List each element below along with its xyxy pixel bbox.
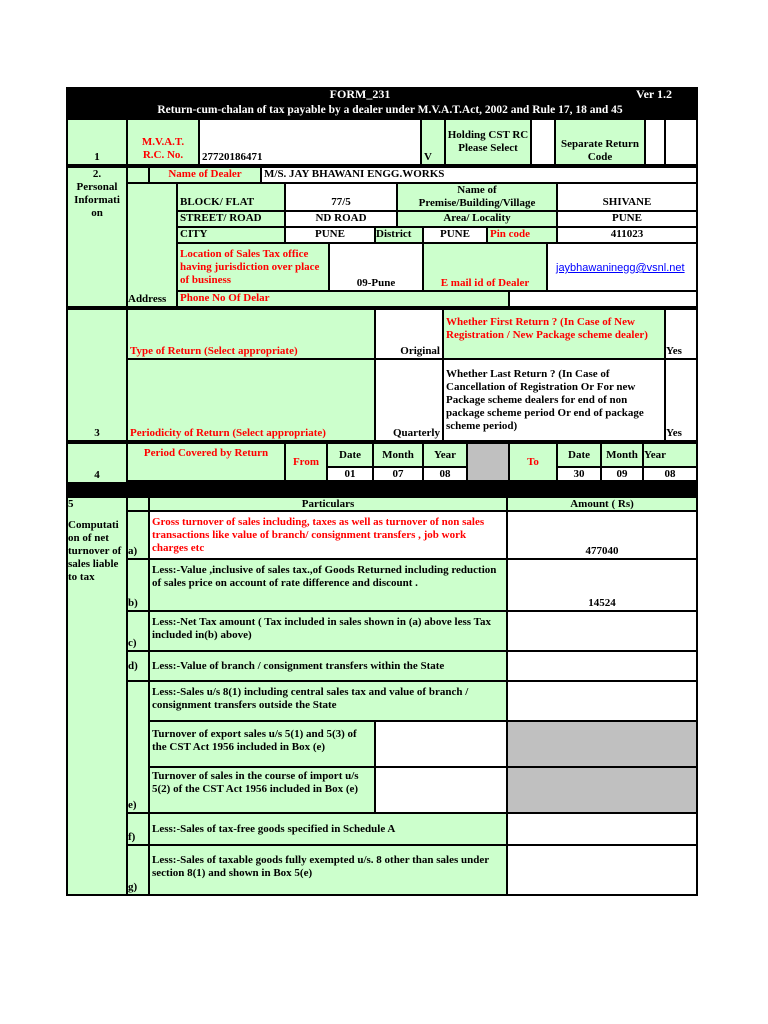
separate-return-code-label: Separate Return Code <box>556 120 644 164</box>
item-e-amount[interactable] <box>508 682 696 720</box>
from-month-field[interactable]: 07 <box>374 468 422 480</box>
form-number: FORM_231 <box>329 88 391 101</box>
item-b-text: Less:-Value ,inclusive of sales tax.,of Goods Returned including reduction of sales price on account of rate difference and discount . <box>150 560 506 610</box>
item-e1-text: Turnover of export sales u/s 5(1) and 5(3) of the CST Act 1956 included in Box (e) <box>150 722 374 766</box>
item-b-label: b) <box>128 560 148 610</box>
last-return-label: Whether Last Return ? (In Case of Cancellation of Registration Or For new Package scheme dealers for end of non package scheme period Or end of package scheme period) <box>444 360 664 440</box>
email-label: E mail id of Dealer <box>424 244 546 290</box>
row3-number: 3 <box>68 310 126 440</box>
block-flat-label: BLOCK/ FLAT <box>178 184 284 210</box>
phone-label: Phone No Of Delar <box>178 292 508 306</box>
address-label: Address <box>128 184 176 306</box>
to-month-field[interactable]: 09 <box>602 468 642 480</box>
to-date-field[interactable]: 30 <box>558 468 600 480</box>
item-f-amount[interactable] <box>508 814 696 844</box>
item-d-amount[interactable] <box>508 652 696 680</box>
last-return-select[interactable]: Yes <box>666 360 696 440</box>
item-a-amount[interactable]: 477040 <box>508 512 696 558</box>
separate-return-code-field[interactable] <box>646 120 664 164</box>
row5-number: 5 <box>68 498 74 510</box>
item-f-text: Less:-Sales of tax-free goods specified in Schedule A <box>150 814 506 844</box>
premise-label: Name of Premise/Building/Village <box>398 184 556 210</box>
mvat-label <box>128 120 198 164</box>
item-e2-text: Turnover of sales in the course of import u/s 5(2) of the CST Act 1956 included in Box (e) <box>150 768 374 812</box>
period-covered-label: Period Covered by Return <box>128 444 284 480</box>
rc-number-field[interactable]: 27720186471 <box>200 120 420 164</box>
row1-number: 1 <box>68 120 126 164</box>
period-separator-cell <box>468 444 508 480</box>
to-label: To <box>510 444 556 480</box>
phone-field[interactable] <box>510 292 696 306</box>
street-road-field[interactable]: ND ROAD <box>286 212 396 226</box>
item-g-amount[interactable] <box>508 846 696 894</box>
item-b-amount[interactable]: 14524 <box>508 560 696 610</box>
block-flat-field[interactable]: 77/5 <box>286 184 396 210</box>
area-locality-field[interactable]: PUNE <box>558 212 696 226</box>
email-field[interactable] <box>548 244 696 290</box>
item-g-text: Less:-Sales of taxable goods fully exempted u/s. 8 other than sales under section 8(1) and shown in Box 5(e) <box>150 846 506 894</box>
from-date-field[interactable]: 01 <box>328 468 372 480</box>
email-link[interactable]: jaybhawaninegg@vsnl.net <box>556 262 685 274</box>
mvat-label-line2: R.C. No. <box>142 149 184 161</box>
row5-subcol-header <box>128 498 148 510</box>
form-version: Ver 1.2 <box>636 88 672 101</box>
premise-field[interactable]: SHIVANE <box>558 184 696 210</box>
from-year-field[interactable]: 08 <box>424 468 466 480</box>
row2-number: 2. <box>92 168 102 180</box>
from-month-header: Month <box>374 444 422 466</box>
row4-number: 4 <box>68 444 126 482</box>
row1-end-cell <box>666 120 696 164</box>
form-subtitle: Return-cum-chalan of tax payable by a dealer under M.V.A.T.Act, 2002 and Rule 17, 18 and 45 <box>157 104 623 116</box>
computation-label: Computati on of net turnover of sales liable to tax <box>68 519 122 583</box>
computation-section <box>68 498 126 894</box>
pin-code-label: Pin code <box>488 228 556 242</box>
sales-tax-office-field[interactable]: 09-Pune <box>330 244 422 290</box>
item-a-label: a) <box>128 512 148 558</box>
dealer-name-field[interactable]: M/S. JAY BHAWANI ENGG.WORKS <box>262 168 696 182</box>
city-field[interactable]: PUNE <box>286 228 374 242</box>
to-month-header: Month <box>602 444 642 466</box>
street-road-label: STREET/ ROAD <box>178 212 284 226</box>
type-of-return-select[interactable]: Original <box>376 310 442 358</box>
item-g-label: g) <box>128 846 148 894</box>
rc-suffix-v: V <box>422 120 444 164</box>
district-field[interactable]: PUNE <box>424 228 486 242</box>
dealer-name-label: Name of Dealer <box>150 168 260 182</box>
item-d-text: Less:-Value of branch / consignment transfers within the State <box>150 652 506 680</box>
from-label: From <box>286 444 326 480</box>
row2-left-spacer <box>128 168 148 182</box>
type-of-return-label: Type of Return (Select appropriate) <box>128 310 374 358</box>
to-year-header: Year <box>644 444 696 466</box>
mvat-label-line1: M.V.A.T. <box>141 136 185 148</box>
periodicity-label: Periodicity of Return (Select appropriate) <box>128 360 374 440</box>
particulars-header: Particulars <box>150 498 506 510</box>
personal-info-label: Personal Informati on <box>74 181 120 219</box>
pin-code-field[interactable]: 411023 <box>558 228 696 242</box>
item-e1-amount[interactable] <box>376 722 506 766</box>
city-label: CITY <box>178 228 284 242</box>
item-d-label: d) <box>128 652 148 680</box>
to-year-field[interactable]: 08 <box>644 468 696 480</box>
item-c-text: Less:-Net Tax amount ( Tax included in sales shown in (a) above less Tax included in(b) above) <box>150 612 506 650</box>
item-c-amount[interactable] <box>508 612 696 650</box>
item-e2-amount[interactable] <box>376 768 506 812</box>
amount-header: Amount ( Rs) <box>508 498 696 510</box>
item-a-text: Gross turnover of sales including, taxes as well as turnover of non sales transactions like value of branch/ consignment transfers , job work charges etc <box>150 512 506 558</box>
item-e2-shaded <box>508 768 696 812</box>
holding-cst-select[interactable]: Holding CST RC Please Select <box>446 120 530 164</box>
sales-tax-office-label: Location of Sales Tax office having jurisdiction over place of business <box>178 244 328 290</box>
item-e-text: Less:-Sales u/s 8(1) including central sales tax and value of branch / consignment transfers outside the State <box>150 682 506 720</box>
item-e-label: e) <box>128 682 148 812</box>
holding-cst-value[interactable] <box>532 120 554 164</box>
item-f-label: f) <box>128 814 148 844</box>
item-c-label: c) <box>128 612 148 650</box>
from-year-header: Year <box>424 444 466 466</box>
district-label: District <box>376 228 422 242</box>
first-return-label: Whether First Return ? (In Case of New Registration / New Package scheme dealer) <box>444 310 664 358</box>
periodicity-select[interactable]: Quarterly <box>376 360 442 440</box>
item-e1-shaded <box>508 722 696 766</box>
area-locality-label: Area/ Locality <box>398 212 556 226</box>
personal-info-section <box>68 168 126 306</box>
from-date-header: Date <box>328 444 372 466</box>
to-date-header: Date <box>558 444 600 466</box>
first-return-select[interactable]: Yes <box>666 310 696 358</box>
